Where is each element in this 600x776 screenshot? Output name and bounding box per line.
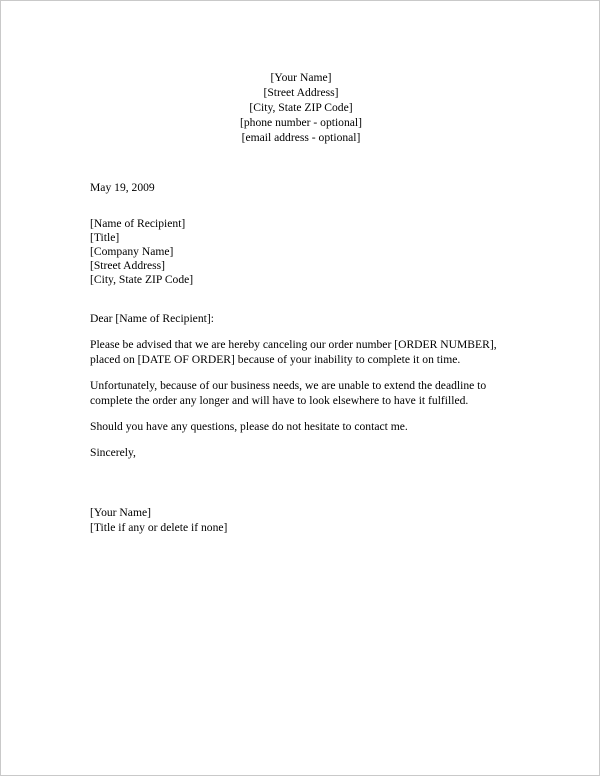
signature-name: [Your Name]	[90, 506, 151, 519]
recipient-title: [Title]	[90, 231, 120, 244]
body-line: placed on [DATE OF ORDER] because of your inability to complete it on time.	[90, 353, 461, 366]
recipient-street: [Street Address]	[90, 259, 166, 272]
recipient-company: [Company Name]	[90, 245, 174, 258]
signature-block	[90, 506, 227, 536]
body-line: Please be advised that we are hereby canceling our order number [ORDER NUMBER],	[90, 338, 497, 351]
body-paragraph-2	[90, 379, 520, 409]
sender-city: [City, State ZIP Code]	[249, 101, 353, 114]
closing: Sincerely,	[90, 446, 136, 459]
salutation: Dear [Name of Recipient]:	[90, 312, 214, 325]
sender-name: [Your Name]	[270, 71, 332, 84]
body-line: Unfortunately, because of our business needs, we are unable to extend the deadline to	[90, 379, 487, 392]
sender-phone: [phone number - optional]	[239, 116, 363, 129]
signature-title: [Title if any or delete if none]	[90, 521, 228, 534]
body-line: Should you have any questions, please do not hesitate to contact me.	[90, 420, 408, 433]
sender-street: [Street Address]	[263, 86, 339, 99]
body-paragraph-3	[90, 420, 520, 435]
recipient-name: [Name of Recipient]	[90, 217, 186, 230]
recipient-city: [City, State ZIP Code]	[90, 273, 194, 286]
body-paragraph-1	[90, 338, 520, 368]
sender-address-block	[1, 71, 600, 146]
letter-date: May 19, 2009	[90, 181, 155, 194]
sender-email: [email address - optional]	[241, 131, 361, 144]
recipient-address-block	[90, 217, 193, 287]
body-line: complete the order any longer and will have to look elsewhere to have it fulfilled.	[90, 394, 469, 407]
